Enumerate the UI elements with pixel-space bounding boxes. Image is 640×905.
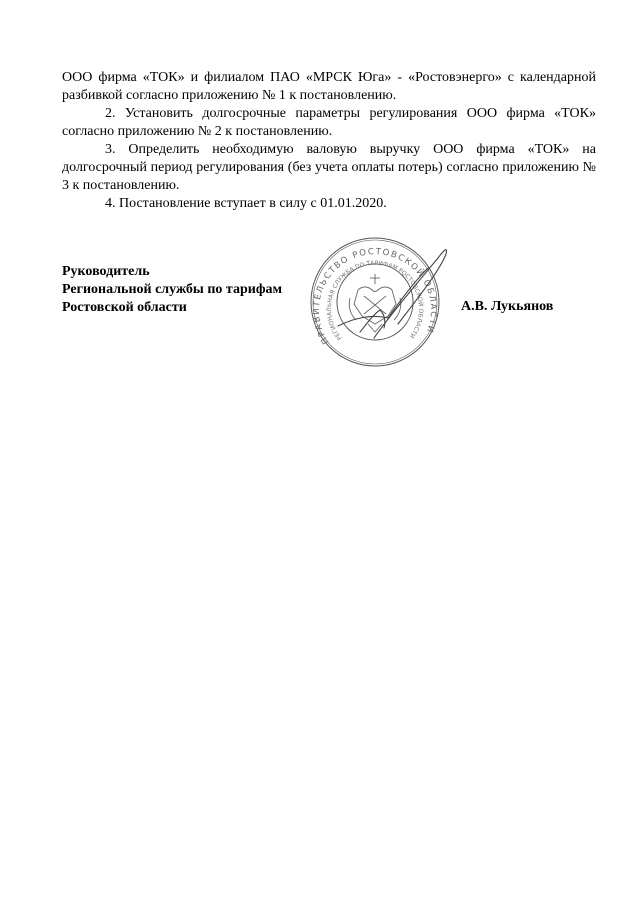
paragraph-continuation: ООО фирма «ТОК» и филиалом ПАО «МРСК Юга» - «Ростовэнерго» с календарной разбивкой согласно приложению № 1 к постановлению.	[62, 70, 596, 103]
seal-outer-ring	[311, 238, 439, 366]
paragraph-item-2: 2. Установить долгосрочные параметры регулирования ООО фирма «ТОК» согласно приложению № 2 к постановлению.	[62, 106, 596, 139]
official-seal-stamp	[288, 234, 463, 374]
signatory-title	[62, 263, 282, 317]
seal-inner-text: РЕГИОНАЛЬНАЯ СЛУЖБА ПО ТАРИФАМ РОСТОВСКОЙ ОБЛАСТИ	[325, 259, 425, 342]
signatory-name: А.В. Лукьянов	[461, 299, 554, 314]
paragraph-item-4: 4. Постановление вступает в силу с 01.01.2020.	[105, 196, 387, 211]
seal-outer-text: ПРАВИТЕЛЬСТВО РОСТОВСКОЙ ОБЛАСТИ	[311, 247, 439, 346]
handwritten-signature	[338, 250, 447, 338]
seal-inner-ring	[337, 264, 413, 340]
seal-middle-ring	[313, 240, 437, 364]
signatory-title-line: Ростовской области	[62, 300, 187, 315]
paragraph-item-3: 3. Определить необходимую валовую выручку ООО фирма «ТОК» на долгосрочный период регулирования (без учета оплаты потерь) согласно приложению № 3 к постановлению.	[62, 142, 596, 193]
body-text	[62, 69, 596, 213]
signatory-title-line: Руководитель	[62, 264, 150, 279]
seal-emblem	[349, 274, 401, 332]
signatory-title-line: Региональной службы по тарифам	[62, 282, 283, 297]
